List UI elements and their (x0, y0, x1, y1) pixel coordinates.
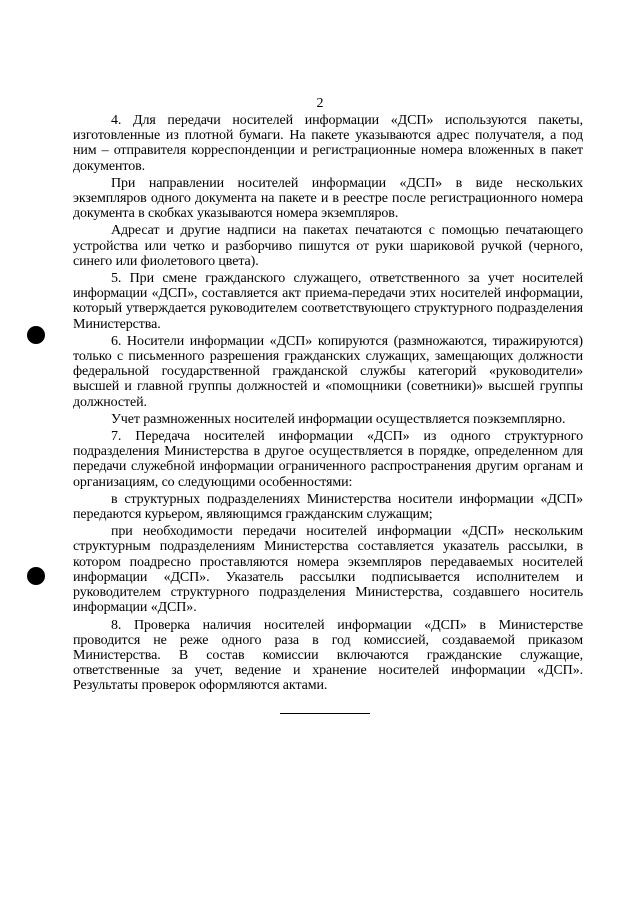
paragraph-7-distribution-list: при необходимости передачи носителей информации «ДСП» нескольким структурным подразделениям Министерства составляется указатель рассылки, в котором поадресно проставляются номера экземпляров передаваемых носителей информации «ДСП». Указатель рассылки подписывается исполнителем и руководителем структурного подразделения Министерства, создавшего носитель информации «ДСП». (73, 524, 583, 616)
paragraph-4-addressing: Адресат и другие надписи на пакетах печатаются с помощью печатающего устройства или четко и разборчиво пишутся от руки шариковой ручкой (черного, синего или фиолетового цвета). (73, 223, 583, 269)
end-separator-line (280, 713, 370, 714)
paragraph-7: 7. Передача носителей информации «ДСП» из одного структурного подразделения Министерства в другое осуществляется в порядке, определенном для передачи служебной информации ограниченного распространения другим органам и организациям, со следующими особенностями: (73, 429, 583, 490)
paragraph-8: 8. Проверка наличия носителей информации «ДСП» в Министерстве проводится не реже одного раза в год комиссией, создаваемой приказом Министерства. В состав комиссии включаются гражданские служащие, ответственные за учет, ведение и хранение носителей информации «ДСП». Результаты проверок оформляются актами. (73, 617, 583, 694)
paragraph-7-courier: в структурных подразделениях Министерства носители информации «ДСП» передаются курьером, являющимся гражданским служащим; (73, 491, 583, 523)
document-body (73, 113, 583, 696)
paragraph-4-multiple-copies: При направлении носителей информации «ДСП» в виде нескольких экземпляров одного документа на пакете и в реестре после регистрационного номера документа в скобках указываются номера экземпляров. (73, 175, 583, 222)
paragraph-6: 6. Носители информации «ДСП» копируются (размножаются, тиражируются) только с письменного разрешения гражданских служащих, замещающих должности федеральной государственной гражданской службы категорий «руководители» высшей и главной группы должностей и «помощники (советники)» высшей группы должностей. (73, 333, 583, 410)
paragraph-4: 4. Для передачи носителей информации «ДСП» используются пакеты, изготовленные из плотной бумаги. На пакете указываются адрес получателя, а под ним – отправителя корреспонденции и регистрационные номера вложенных в пакет документов. (73, 113, 583, 174)
punch-hole-top (27, 326, 45, 344)
punch-hole-bottom (27, 567, 45, 585)
paragraph-5: 5. При смене гражданского служащего, ответственного за учет носителей информации «ДСП», составляется акт приема-передачи этих носителей информации, который утверждается руководителем соответствующего структурного подразделения Министерства. (73, 271, 583, 332)
paragraph-6-accounting: Учет размноженных носителей информации осуществляется поэкземплярно. (111, 411, 566, 427)
page-number: 2 (316, 96, 324, 111)
